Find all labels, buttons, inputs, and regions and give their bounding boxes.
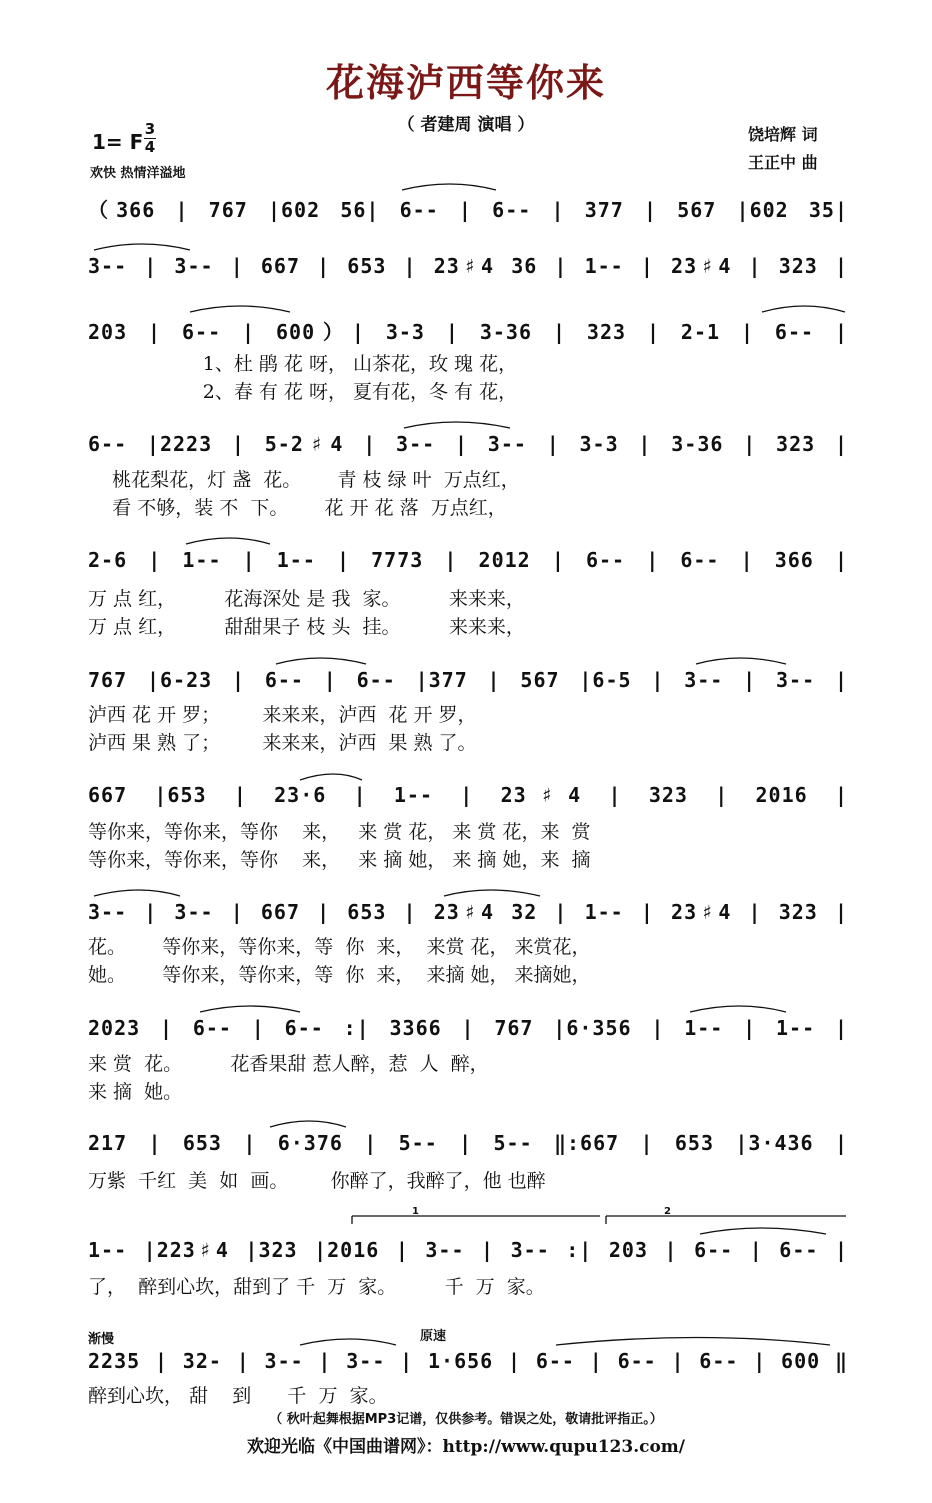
notation-line-4: 6-- |2223 | 5-2♯4 | 3-- | 3-- | 3-3 | 3-36 | 323 | <box>88 432 848 456</box>
notation-line-6: 767 |6-23 | 6-- | 6-- |377 | 567 |6-5 | 3-- | 3-- | <box>88 668 848 692</box>
slur <box>190 306 290 312</box>
lyric-line-9b: 来 摘 她。 <box>88 1081 183 1103</box>
lyric-line-12a: 醉到心坎， 甜 到 千 万 家。 <box>88 1385 388 1407</box>
notation-line-12: 2235 | 32- | 3-- | 3-- | 1·656 | 6-- | 6-- | 6-- | 600 ‖ <box>88 1349 848 1373</box>
lyric-line-4a: 桃花梨花，灯 盏 花。 青 枝 绿 叶 万点红， <box>88 469 520 491</box>
slur <box>444 890 540 896</box>
slur <box>94 890 180 896</box>
lyric-line-8b: 她。 等你来，等你来，等 你 来， 来摘 她， 来摘她， <box>88 964 591 986</box>
ritardando-mark: 渐慢 <box>88 1332 115 1347</box>
transcriber-note: （ 秋叶起舞根据MP3记谱，仅供参考。错误之处，敬请批评指正。） <box>269 1412 663 1427</box>
slur <box>186 538 270 544</box>
lyric-line-6a: 泸西 花 开 罗； 来来来，泸西 花 开 罗， <box>88 704 477 726</box>
lyric-line-7b: 等你来，等你来，等你 来， 来 摘 她， 来 摘 她，来 摘 <box>88 849 591 871</box>
notation-line-11: 1-- |223♯4 |323 |2016 | 3-- | 3-- :| 203 | 6-- | 6-- | <box>88 1238 848 1262</box>
slur <box>300 774 362 780</box>
lyric-line-10a: 万紫 千红 美 如 画。 你醉了，我醉了，他 也醉 <box>88 1170 546 1192</box>
volta-1-label: 1 <box>412 1206 419 1217</box>
slur <box>300 1339 396 1345</box>
notation-line-10: 217 | 653 | 6·376 | 5-- | 5-- ‖:667 | 653 |3·436 | <box>88 1131 848 1155</box>
lyric-line-9a: 来 赏 花。 花香果甜 惹人醉，惹 人 醉， <box>88 1053 489 1075</box>
slur <box>404 422 510 428</box>
key-signature: 1= F <box>92 130 144 154</box>
volta-2-label: 2 <box>664 1206 671 1217</box>
notation-line-9: 2023 | 6-- | 6-- :| 3366 | 767 |6·356 | 1-- | 1-- | <box>88 1016 848 1040</box>
slur <box>402 184 496 190</box>
lyric-line-7a: 等你来，等你来，等你 来， 来 赏 花， 来 赏 花，来 赏 <box>88 821 591 843</box>
slur <box>200 1006 300 1012</box>
lyric-line-5a: 万 点 红， 花海深处 是 我 家。 来来来， <box>88 588 525 610</box>
lyric-line-4b: 看 不够，装 不 下。 花 开 花 落 万点红， <box>88 497 507 519</box>
song-title: 花海泸西等你来 <box>325 61 606 105</box>
notation-line-3: 203 | 6-- | 600）| 3-3 | 3-36 | 323 | 2-1 | 6-- | <box>88 320 848 344</box>
slur <box>94 244 190 250</box>
slur <box>762 306 845 312</box>
lyric-line-8a: 花。 等你来，等你来，等 你 来， 来赏 花， 来赏花， <box>88 936 591 958</box>
slur <box>690 1006 786 1012</box>
notation-line-1: （366 | 767 |602 56| 6-- | 6-- | 377 | 567 |602 35| <box>88 198 848 222</box>
a-tempo-mark: 原速 <box>420 1329 447 1344</box>
composer-credit: 王正中 曲 <box>748 153 818 172</box>
notation-line-2: 3-- | 3-- | 667 | 653 | 23♯4 36 | 1-- | 23♯4 | 323 | <box>88 254 848 278</box>
site-credit: 欢迎光临《中国曲谱网》：http://www.qupu123.com/ <box>246 1437 686 1457</box>
lyric-line-5b: 万 点 红， 甜甜果子 枝 头 挂。 来来来， <box>88 616 525 638</box>
slur <box>276 658 366 664</box>
time-bottom: 4 <box>144 138 156 156</box>
time-top: 3 <box>144 120 156 138</box>
notation-line-7: 667 |653 | 23·6 | 1-- | 23♯4 | 323 | 2016 | <box>88 783 848 807</box>
lyric-line-3b: 2、春 有 花 呀， 夏有花，冬 有 花， <box>88 381 518 403</box>
tempo-marking: 欢快 热情洋溢地 <box>90 166 186 181</box>
slur <box>700 1228 826 1234</box>
slur <box>270 1121 346 1127</box>
singer-credit: （ 者建周 演唱 ） <box>397 115 535 135</box>
lyricist-credit: 饶培辉 词 <box>748 125 818 144</box>
lyric-line-6b: 泸西 果 熟 了； 来来来，泸西 果 熟 了。 <box>88 732 477 754</box>
time-signature <box>144 122 156 155</box>
notation-line-8: 3-- | 3-- | 667 | 653 | 23♯4 32 | 1-- | 23♯4 | 323 | <box>88 900 848 924</box>
slur <box>696 658 786 664</box>
notation-line-5: 2-6 | 1-- | 1-- | 7773 | 2012 | 6-- | 6-- | 366 | <box>88 548 848 572</box>
slur <box>556 1338 830 1346</box>
lyric-line-11a: 了， 醉到心坎，甜到了 千 万 家。 千 万 家。 <box>88 1276 545 1298</box>
lyric-line-3a: 1、杜 鹃 花 呀， 山茶花，玫 瑰 花， <box>88 353 518 375</box>
